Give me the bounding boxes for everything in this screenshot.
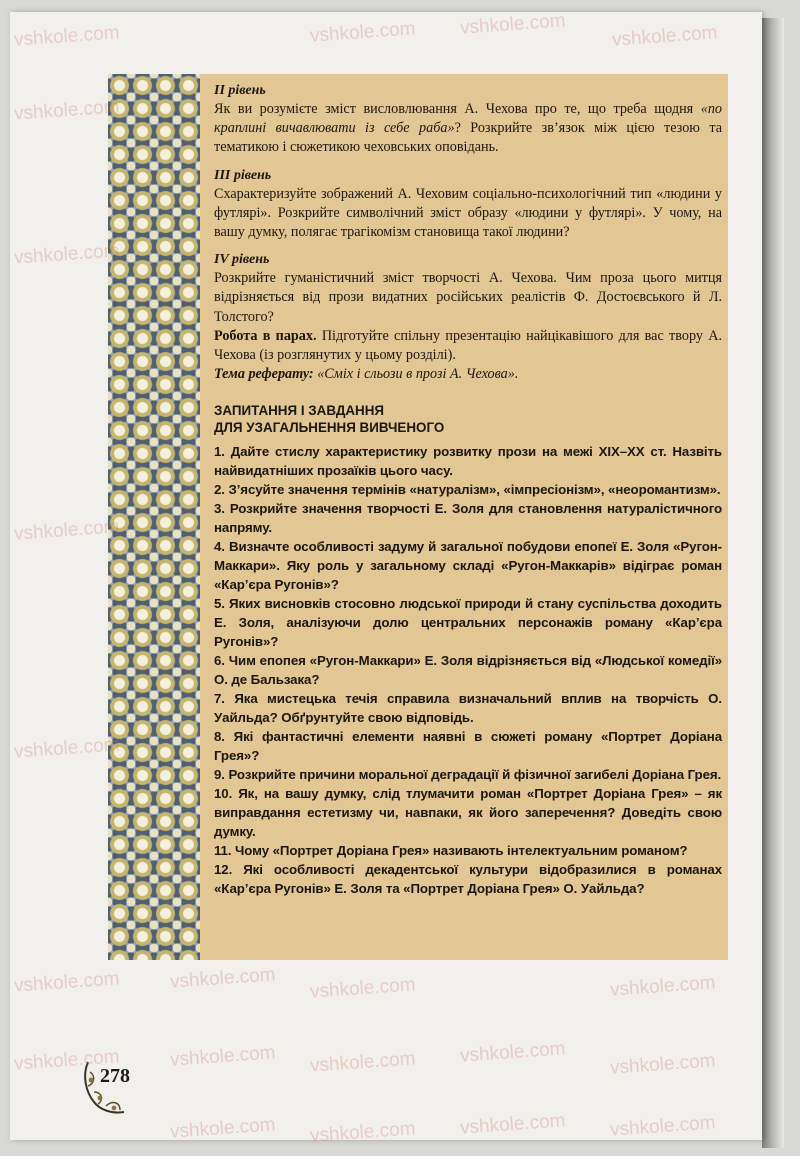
- question-item: 7. Яка мистецька течія справила визначальний вплив на творчість О. Уайльда? Обґрунтуйте свою відповідь.: [214, 691, 722, 726]
- essay-topic-text: «Сміх і сльози в прозі А. Чехова».: [313, 366, 519, 383]
- question-item: 3. Розкрийте значення творчості Е. Золя для становлення натуралістичного напряму.: [214, 501, 722, 536]
- level-2-text-after: ? Розкрийте зв’язок між цією тезою та тематикою і сюжетикою чеховських оповідань.: [214, 120, 722, 156]
- watermark-text: vshkole.com: [309, 974, 417, 1003]
- watermark-text: vshkole.com: [13, 22, 121, 51]
- watermark-text: vshkole.com: [609, 972, 717, 1001]
- book-spine-shadow: [762, 18, 784, 1148]
- level-2-quote: «по краплині вичавлювати із себе раба»: [214, 101, 722, 137]
- watermark-text: vshkole.com: [13, 516, 121, 545]
- watermark-text: vshkole.com: [309, 1118, 417, 1147]
- watermark-text: vshkole.com: [13, 96, 121, 125]
- level-2-heading: II рівень: [214, 83, 266, 98]
- question-item: 2. З’ясуйте значення термінів «натуралізм», «імпресіонізм», «неоромантизм».: [214, 482, 721, 498]
- watermark-text: vshkole.com: [609, 1050, 717, 1079]
- question-item: 5. Яких висновків стосовно людської природи й стану суспільства доходить Е. Золя, аналізуючи долю центральних персонажів роману «Кар’єра Ругонів»?: [214, 596, 722, 650]
- watermark-text: vshkole.com: [309, 1048, 417, 1077]
- level-2-task: [214, 100, 722, 158]
- level-3-task: Схарактеризуйте зображений А. Чеховим соціально-психологічний тип «людини у футлярі». Розкрийте символічний зміст образу «людини у футлярі». У чому, на вашу думку, полягає трагікомізм становища такої людини?: [214, 185, 722, 241]
- assignments-text-box: [200, 74, 728, 960]
- watermark-text: vshkole.com: [169, 1042, 277, 1071]
- watermark-text: vshkole.com: [13, 968, 121, 997]
- question-item: 10. Як, на вашу думку, слід тлумачити роман «Портрет Доріана Грея» – як виправдання естетизму чи, навпаки, як його заперечення? Доведіть свою думку.: [214, 786, 722, 840]
- section-title-line-1: ЗАПИТАННЯ І ЗАВДАННЯ: [214, 403, 384, 419]
- watermark-text: vshkole.com: [611, 22, 719, 51]
- question-item: 8. Які фантастичні елементи наявні в сюжеті роману «Портрет Доріана Грея»?: [214, 729, 722, 764]
- watermark-text: vshkole.com: [459, 1038, 567, 1067]
- watermark-text: vshkole.com: [459, 1110, 567, 1139]
- question-item: 1. Дайте стислу характеристику розвитку прози на межі XIX–XX ст. Назвіть найвидатніших прозаїків цього часу.: [214, 444, 722, 479]
- pair-work-text: Підготуйте спільну презентацію найцікавішого для вас твору А. Чехова (із розглянутих у цьому розділі).: [214, 327, 722, 364]
- question-item: 12. Які особливості декадентської культури відобразилися в романах «Кар’єра Ругонів» Е. Золя та «Портрет Доріана Грея» О. Уайльда?: [214, 862, 722, 897]
- watermark-text: vshkole.com: [13, 734, 121, 763]
- decorative-ornament-strip: [108, 74, 202, 960]
- level-2-text-before: Як ви розумієте зміст висловлювання А. Чехова про те, що треба щодня: [214, 101, 701, 117]
- section-title-line-2: ДЛЯ УЗАГАЛЬНЕННЯ ВИВЧЕНОГО: [214, 420, 445, 436]
- essay-topic-label: Тема реферату:: [214, 366, 314, 383]
- section-title: [214, 402, 722, 436]
- watermark-text: vshkole.com: [169, 964, 277, 993]
- watermark-text: vshkole.com: [13, 1046, 121, 1075]
- question-item: 9. Розкрийте причини моральної деградації й фізичної загибелі Доріана Грея.: [214, 767, 722, 783]
- essay-topic: [214, 365, 722, 384]
- level-4-heading: IV рівень: [214, 252, 270, 268]
- pair-work-label: Робота в парах.: [214, 327, 317, 344]
- watermark-text: vshkole.com: [13, 240, 121, 269]
- watermark-text: vshkole.com: [309, 18, 417, 47]
- questions-list: [214, 442, 722, 898]
- watermark-text: vshkole.com: [609, 1112, 717, 1141]
- question-item: 6. Чим епопея «Ругон-Маккари» Е. Золя відрізняється від «Людської комедії» О. де Бальзака?: [214, 653, 722, 688]
- question-item: 4. Визначте особливості задуму й загальної побудови епопеї Е. Золя «Ругон-Маккари». Яку роль у загальному складі «Ругон-Маккарів» відіграє роман «Кар’єра Ругонів»?: [214, 539, 722, 593]
- watermark-text: vshkole.com: [169, 1114, 277, 1143]
- watermark-text: vshkole.com: [459, 10, 567, 39]
- question-item: 11. Чому «Портрет Доріана Грея» називають інтелектуальним романом?: [214, 843, 688, 859]
- level-3-heading: III рівень: [214, 167, 272, 183]
- page-number: 278: [100, 1065, 130, 1087]
- level-4-task: Розкрийте гуманістичний зміст творчості А. Чехова. Чим проза цього митця відрізняється від прози видатних російських реалістів Ф. Достоєвського й Л. Толстого?: [214, 270, 722, 325]
- pair-work-task: [214, 327, 722, 365]
